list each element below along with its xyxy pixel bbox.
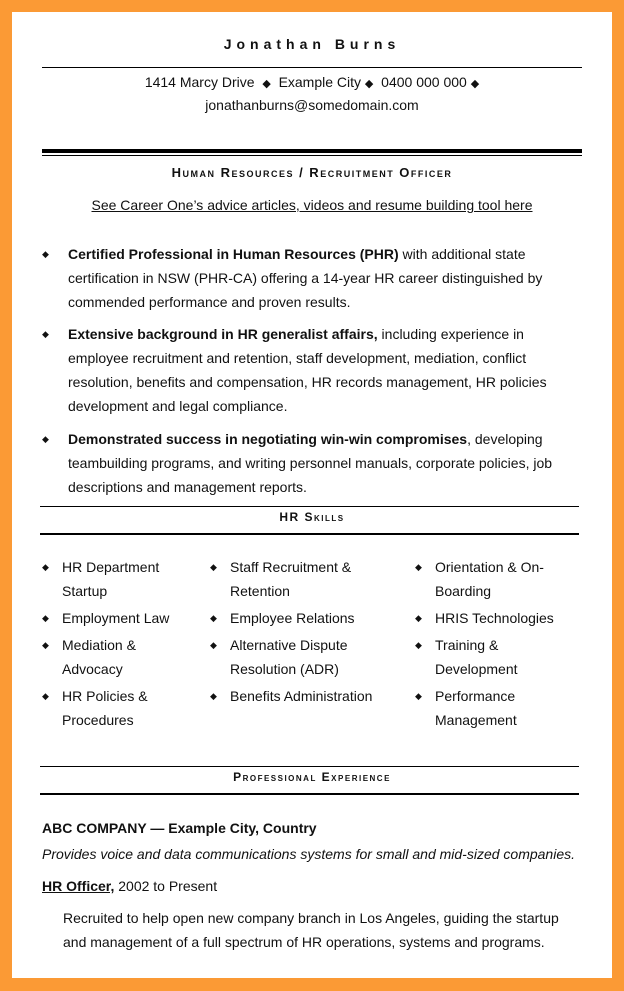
skill-item <box>42 633 192 681</box>
summary-text: including experience in employee recruitment and retention, staff development, mediation, conflict resolution, benefits and compensation, HR records management, HR policies development and legal compliance. <box>68 326 547 414</box>
skill-item <box>415 684 565 732</box>
skill-label: Mediation & Advocacy <box>62 637 136 677</box>
diamond-bullet-icon: ◆ <box>42 691 49 701</box>
skill-label: Benefits Administration <box>230 688 373 704</box>
skill-label: Employee Relations <box>230 610 355 626</box>
role-line <box>42 874 217 898</box>
skill-item <box>415 606 565 630</box>
summary-bold: Certified Professional in Human Resources (PHR) <box>68 246 399 262</box>
divider <box>40 793 579 795</box>
divider <box>40 766 579 767</box>
skill-label: Staff Recruitment & Retention <box>230 559 352 599</box>
diamond-bullet-icon: ◆ <box>42 434 49 444</box>
skill-item <box>415 555 565 603</box>
job-title: Human Resources / Recruitment Officer <box>171 165 453 180</box>
company: ABC COMPANY — Example City, Country <box>42 820 317 836</box>
skill-label: HRIS Technologies <box>435 610 554 626</box>
diamond-bullet-icon: ◆ <box>415 691 422 701</box>
skills-heading: HR Skills <box>279 510 345 524</box>
skill-label: Training & Development <box>435 637 518 677</box>
skill-item <box>210 555 380 603</box>
summary-item <box>42 427 582 499</box>
divider <box>42 67 582 68</box>
skill-label: Alternative Dispute Resolution (ADR) <box>230 637 348 677</box>
divider <box>40 533 579 535</box>
resume-page <box>12 12 612 978</box>
diamond-icon: ◆ <box>262 78 271 90</box>
experience-heading: Professional Experience <box>233 770 391 784</box>
diamond-bullet-icon: ◆ <box>210 640 217 650</box>
diamond-icon: ◆ <box>470 78 480 90</box>
company-description: Provides voice and data communications systems for small and mid-sized companies. <box>42 846 576 862</box>
skill-item <box>42 555 192 603</box>
skill-label: Orientation & On-Boarding <box>435 559 544 599</box>
divider <box>40 506 579 507</box>
summary-item <box>42 322 582 418</box>
diamond-bullet-icon: ◆ <box>42 249 49 259</box>
skill-item <box>210 606 380 630</box>
role: HR Officer, <box>42 878 115 894</box>
thick-divider <box>42 149 582 153</box>
diamond-bullet-icon: ◆ <box>42 613 49 623</box>
skill-item <box>42 684 192 732</box>
summary-text: , developing teambuilding programs, and writing personnel manuals, corporate policies, job descriptions and management reports. <box>68 431 553 495</box>
diamond-bullet-icon: ◆ <box>42 329 49 339</box>
skill-label: Employment Law <box>62 610 170 626</box>
phone: 0400 000 000 <box>381 74 467 90</box>
skill-item <box>415 633 565 681</box>
divider <box>42 155 582 156</box>
summary-bold: Extensive background in HR generalist affairs, <box>68 326 378 342</box>
diamond-bullet-icon: ◆ <box>42 562 49 572</box>
skill-label: HR Policies & Procedures <box>62 688 148 728</box>
diamond-bullet-icon: ◆ <box>415 562 422 572</box>
summary-item <box>42 242 582 314</box>
summary-bold: Demonstrated success in negotiating win-win compromises <box>68 431 468 447</box>
role-detail: Recruited to help open new company branch in Los Angeles, guiding the startup and management of a full spectrum of HR operations, systems and programs. <box>63 910 559 950</box>
candidate-name: Jonathan Burns <box>223 36 401 52</box>
diamond-bullet-icon: ◆ <box>210 691 217 701</box>
diamond-bullet-icon: ◆ <box>415 640 422 650</box>
diamond-icon: ◆ <box>364 78 374 90</box>
skill-label: Performance Management <box>435 688 517 728</box>
skill-item <box>42 606 192 630</box>
dates: 2002 to Present <box>114 878 218 894</box>
skill-item <box>210 633 380 681</box>
diamond-bullet-icon: ◆ <box>210 562 217 572</box>
city: Example City <box>278 74 362 90</box>
email[interactable]: jonathanburns@somedomain.com <box>205 97 419 113</box>
skill-item <box>210 684 380 708</box>
summary-text: with additional state certification in NSW (PHR-CA) offering a 14-year HR career distinguished by commended performance and proven results. <box>68 246 543 310</box>
skill-label: HR Department Startup <box>62 559 160 599</box>
career-one-link[interactable]: See Career One’s advice articles, videos and resume building tool here <box>91 197 533 213</box>
diamond-bullet-icon: ◆ <box>415 613 422 623</box>
diamond-bullet-icon: ◆ <box>210 613 217 623</box>
address: 1414 Marcy Drive <box>144 74 255 90</box>
diamond-bullet-icon: ◆ <box>42 640 49 650</box>
